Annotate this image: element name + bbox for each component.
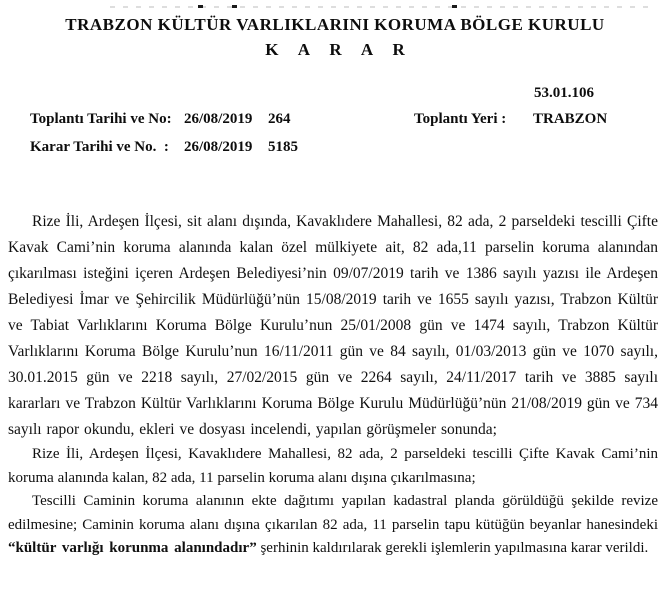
meeting-date-label: Toplantı Tarihi ve No: xyxy=(30,111,172,127)
document-header xyxy=(0,0,670,60)
bold-annotation-phrase: “kültür varlığı korunma alanındadır” xyxy=(8,540,257,556)
paragraph-decision-exclusion: Rize İli, Ardeşen İlçesi, Kavaklıdere Mahallesi, 82 ada, 2 parseldeki tescilli Çifte Kavak Cami’nin koruma alanında kalan, 82 ada, 11 parselin koruma alanı dışına çıkarılmasına; xyxy=(8,446,658,486)
scan-artifact-dot xyxy=(198,5,203,8)
revision-text-after: şerhinin kaldırılarak gerekli işlemlerin yapılmasına karar verildi. xyxy=(256,540,649,556)
meta-section xyxy=(0,80,670,176)
meeting-number-value: 264 xyxy=(268,111,291,127)
revision-text-before: Tescilli Caminin koruma alanının ekte dağıtımı yapılan kadastral planda görüldüğü şekilde revize edilmesine; Caminin koruma alanı dışına çıkarılan 82 ada, 11 parselin tapu kütüğün beyanlar hanesindeki xyxy=(8,493,658,533)
meeting-place-value: TRABZON xyxy=(533,111,608,127)
scan-artifact-dot xyxy=(452,5,457,8)
scan-artifact-dot xyxy=(232,5,237,8)
meeting-date-value: 26/08/2019 xyxy=(184,111,253,127)
decision-date-label: Karar Tarihi ve No. : xyxy=(30,139,169,155)
meeting-place-label: Toplantı Yeri : xyxy=(414,111,507,127)
file-code: 53.01.106 xyxy=(534,85,594,101)
paragraph-considerations: Rize İli, Ardeşen İlçesi, sit alanı dışında, Kavaklıdere Mahallesi, 82 ada, 2 parseldeki tescilli Çifte Kavak Cami’nin koruma alanında kalan özel mülkiyete ait, 82 ada,11 parselin koruma alanından çıkarılması isteğini içeren Ardeşen Belediyesi’nin 09/07/2019 tarih ve 1386 sayılı yazısı ile Ardeşen Belediyesi İmar ve Şehircilik Müdürlüğü’nün 15/08/2019 tarih ve 1655 sayılı yazısı, Trabzon Kültür ve Tabiat Varlıklarını Koruma Bölge Kurulu’nun 25/01/2008 gün ve 1474 sayılı, Trabzon Kültür Varlıklarını Koruma Bölge Kurulu’nun 16/11/2011 gün ve 84 sayılı, 01/03/2013 gün ve 1070 sayılı, 30.01.2015 gün ve 2218 sayılı, 27/02/2015 gün ve 2264 sayılı, 24/11/2017 tarih ve 3885 sayılı kararları ve Trabzon Kültür Varlıklarını Koruma Bölge Kurulu Müdürlüğü’nün 21/08/2019 gün ve 734 sayılı rapor okundu, ekleri ve dosyası incelendi, yapılan görüşmeler sonunda; xyxy=(8,213,658,438)
decision-number-value: 5185 xyxy=(268,139,298,155)
decision-heading: K A R A R xyxy=(265,40,413,59)
decision-date-value: 26/08/2019 xyxy=(184,139,253,155)
decision-body xyxy=(8,209,658,561)
paragraph-decision-revision xyxy=(8,490,658,561)
board-title: TRABZON KÜLTÜR VARLIKLARINI KORUMA BÖLGE KURULU xyxy=(65,15,605,34)
scan-artifact-line xyxy=(110,6,655,8)
